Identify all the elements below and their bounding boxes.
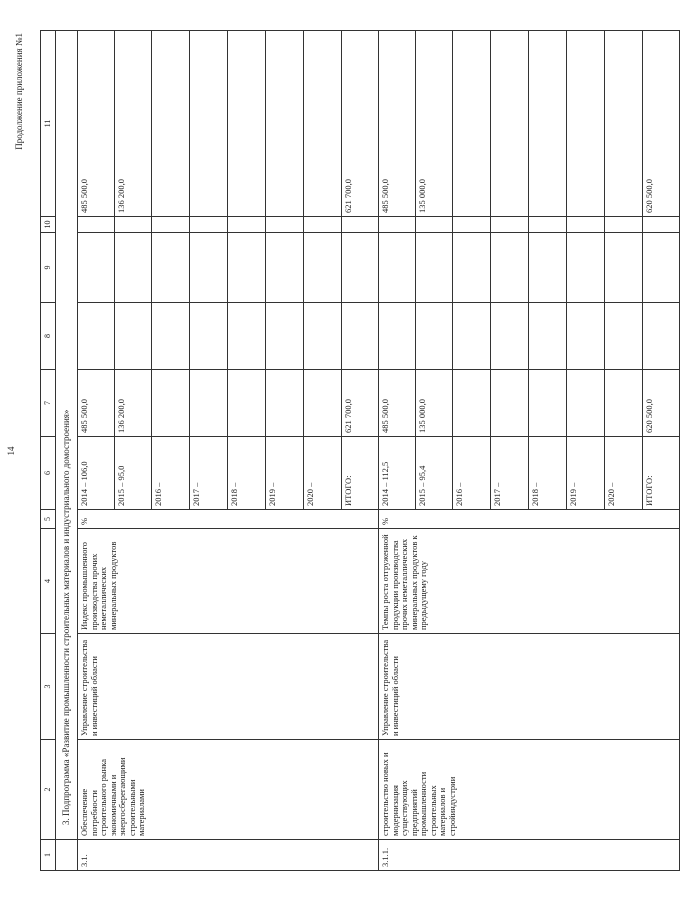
funding-source-cell: 136 200,0 xyxy=(115,31,152,217)
year-value-cell: 2018 – xyxy=(529,437,567,510)
item-executor: Управление строительства и инвестиций области xyxy=(78,634,379,740)
funding-total-cell xyxy=(529,370,567,437)
year-value-cell: 2014 – 112,5 xyxy=(379,437,416,510)
empty-cell xyxy=(379,303,416,370)
funding-source-cell xyxy=(453,31,491,217)
empty-cell xyxy=(152,233,190,303)
page-number: 14 xyxy=(6,446,16,456)
empty-cell xyxy=(453,217,491,233)
funding-source-cell xyxy=(228,31,266,217)
funding-source-cell: 620 500,0 xyxy=(643,31,680,217)
funding-source-cell xyxy=(605,31,643,217)
empty-cell xyxy=(342,217,379,233)
empty-cell xyxy=(266,217,304,233)
empty-cell xyxy=(416,217,453,233)
empty-cell xyxy=(491,303,529,370)
funding-total-cell xyxy=(605,370,643,437)
empty-cell xyxy=(78,233,115,303)
year-value-cell: ИТОГО: xyxy=(643,437,680,510)
empty-cell xyxy=(605,217,643,233)
empty-cell xyxy=(379,217,416,233)
funding-source-cell xyxy=(491,31,529,217)
program-table xyxy=(40,30,680,871)
empty-cell xyxy=(643,217,680,233)
funding-source-cell: 621 700,0 xyxy=(342,31,379,217)
item-unit: % xyxy=(78,510,379,529)
year-value-cell: 2020 – xyxy=(304,437,342,510)
funding-source-cell xyxy=(567,31,605,217)
funding-source-cell: 485 500,0 xyxy=(78,31,115,217)
funding-source-cell xyxy=(266,31,304,217)
empty-cell xyxy=(567,217,605,233)
column-numbers-row xyxy=(41,31,56,871)
subprogram-title-row xyxy=(56,31,78,871)
year-value-cell: 2018 – xyxy=(228,437,266,510)
empty-cell xyxy=(416,303,453,370)
item-indicator: Индекс промышленного производства прочих неметаллических минеральных продуктов xyxy=(78,529,379,634)
item-indicator: Темпы роста отгруженной продукции производства прочих неметаллических минеральных продуктов к предыдущему году xyxy=(379,529,680,634)
empty-cell xyxy=(643,303,680,370)
empty-cell xyxy=(228,233,266,303)
item-unit: % xyxy=(379,510,680,529)
funding-total-cell: 485 500,0 xyxy=(379,370,416,437)
funding-total-cell: 135 000,0 xyxy=(416,370,453,437)
item-executor: Управление строительства и инвестиций области xyxy=(379,634,680,740)
funding-source-cell xyxy=(152,31,190,217)
col-number: 9 xyxy=(41,233,56,303)
empty-cell xyxy=(491,233,529,303)
year-value-cell: 2019 – xyxy=(266,437,304,510)
empty-cell xyxy=(453,303,491,370)
empty-cell xyxy=(304,303,342,370)
funding-total-cell xyxy=(266,370,304,437)
col-number: 10 xyxy=(41,217,56,233)
funding-total-cell xyxy=(152,370,190,437)
empty-cell xyxy=(605,303,643,370)
year-value-cell: ИТОГО: xyxy=(342,437,379,510)
empty-cell xyxy=(115,303,152,370)
year-value-cell: 2015 – 95,0 xyxy=(115,437,152,510)
table-row xyxy=(78,31,115,871)
col-number: 3 xyxy=(41,634,56,740)
empty-cell xyxy=(152,217,190,233)
funding-total-cell xyxy=(491,370,529,437)
year-value-cell: 2017 – xyxy=(491,437,529,510)
year-value-cell: 2014 – 106,0 xyxy=(78,437,115,510)
table-body xyxy=(41,31,680,871)
funding-total-cell: 620 500,0 xyxy=(643,370,680,437)
year-value-cell: 2019 – xyxy=(567,437,605,510)
year-value-cell: 2016 – xyxy=(152,437,190,510)
empty-cell xyxy=(266,303,304,370)
empty-cell xyxy=(304,233,342,303)
col-number: 6 xyxy=(41,437,56,510)
empty-cell xyxy=(304,217,342,233)
empty-cell xyxy=(266,233,304,303)
empty-cell xyxy=(78,217,115,233)
empty-cell xyxy=(529,217,567,233)
empty-cell xyxy=(228,217,266,233)
funding-total-cell xyxy=(567,370,605,437)
year-value-cell: 2015 – 95,4 xyxy=(416,437,453,510)
empty-cell xyxy=(190,217,228,233)
item-name: Обеспечение потребности строительного рынка экономичными и энергосберегающими строительными материалами xyxy=(78,740,379,840)
empty-cell xyxy=(115,217,152,233)
empty-cell xyxy=(115,233,152,303)
col-number: 4 xyxy=(41,529,56,634)
item-name: строительство новых и модернизация существующих предприятий промышленности строительных материалов и стройиндустрии xyxy=(379,740,680,840)
year-value-cell: 2020 – xyxy=(605,437,643,510)
empty-cell xyxy=(605,233,643,303)
funding-total-cell xyxy=(453,370,491,437)
item-code: 3.1.1. xyxy=(379,840,680,871)
empty-cell xyxy=(529,303,567,370)
funding-total-cell xyxy=(228,370,266,437)
empty-cell xyxy=(567,233,605,303)
funding-total-cell: 136 200,0 xyxy=(115,370,152,437)
subprogram-title: 3. Подпрограмма «Развитие промышленности строительных материалов и индустриального домостроения» xyxy=(56,31,78,840)
empty-cell xyxy=(453,233,491,303)
empty-cell xyxy=(379,233,416,303)
col-number: 11 xyxy=(41,31,56,217)
funding-total-cell xyxy=(190,370,228,437)
funding-total-cell: 485 500,0 xyxy=(78,370,115,437)
empty-cell xyxy=(190,303,228,370)
empty-cell xyxy=(78,303,115,370)
empty-cell xyxy=(643,233,680,303)
empty-cell xyxy=(190,233,228,303)
col-number: 5 xyxy=(41,510,56,529)
continuation-note: Продолжение приложения №1 xyxy=(14,33,24,150)
empty-cell xyxy=(342,233,379,303)
funding-source-cell xyxy=(529,31,567,217)
empty-cell xyxy=(152,303,190,370)
funding-total-cell xyxy=(304,370,342,437)
year-value-cell: 2017 – xyxy=(190,437,228,510)
funding-source-cell xyxy=(190,31,228,217)
empty-cell xyxy=(342,303,379,370)
funding-total-cell: 621 700,0 xyxy=(342,370,379,437)
col-number: 8 xyxy=(41,303,56,370)
empty-cell xyxy=(491,217,529,233)
empty-cell xyxy=(567,303,605,370)
funding-source-cell: 135 000,0 xyxy=(416,31,453,217)
item-code: 3.1. xyxy=(78,840,379,871)
funding-source-cell: 485 500,0 xyxy=(379,31,416,217)
col-number: 2 xyxy=(41,740,56,840)
funding-source-cell xyxy=(304,31,342,217)
rotated-sheet xyxy=(6,31,654,871)
year-value-cell: 2016 – xyxy=(453,437,491,510)
table-row xyxy=(379,31,416,871)
empty-cell xyxy=(416,233,453,303)
empty-cell xyxy=(529,233,567,303)
empty-cell xyxy=(228,303,266,370)
col-number: 7 xyxy=(41,370,56,437)
col-number: 1 xyxy=(41,840,56,871)
